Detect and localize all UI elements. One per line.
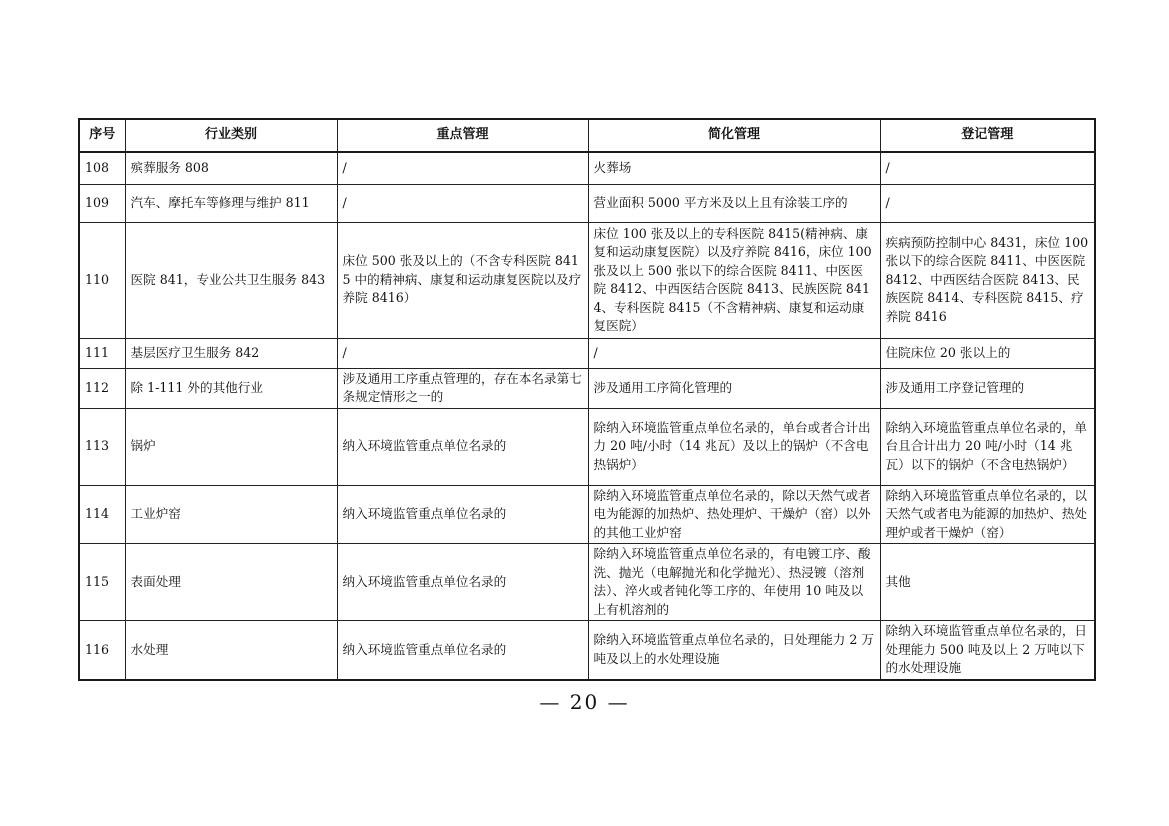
header-registration-management: 登记管理 [880,119,1095,152]
cell-key: / [337,338,588,368]
table-row [79,621,1095,680]
header-key-management: 重点管理 [337,119,588,152]
cell-industry: 表面处理 [125,544,337,621]
pollution-permit-classification-table [78,118,1096,681]
table-row [79,338,1095,368]
cell-serial-no: 114 [79,485,125,544]
cell-simplified: 除纳入环境监管重点单位名录的，日处理能力 2 万吨及以上的水处理设施 [588,621,880,680]
cell-industry: 水处理 [125,621,337,680]
cell-industry: 医院 841，专业公共卫生服务 843 [125,222,337,338]
cell-industry: 锅炉 [125,408,337,485]
table-row [79,222,1095,338]
cell-registration: 除纳入环境监管重点单位名录的，以天然气或者电为能源的加热炉、热处理炉或者干燥炉（窑） [880,485,1095,544]
cell-serial-no: 111 [79,338,125,368]
cell-registration: 住院床位 20 张以上的 [880,338,1095,368]
table-row [79,485,1095,544]
cell-industry: 殡葬服务 808 [125,152,337,184]
cell-registration: 其他 [880,544,1095,621]
header-serial-no: 序号 [79,119,125,152]
header-industry-category: 行业类别 [125,119,337,152]
table-row [79,544,1095,621]
cell-registration: / [880,152,1095,184]
cell-key: 纳入环境监管重点单位名录的 [337,485,588,544]
cell-simplified: / [588,338,880,368]
cell-key: 纳入环境监管重点单位名录的 [337,408,588,485]
cell-key: 床位 500 张及以上的（不含专科医院 8415 中的精神病、康复和运动康复医院以及疗养院 8416） [337,222,588,338]
cell-serial-no: 110 [79,222,125,338]
cell-registration: 涉及通用工序登记管理的 [880,368,1095,408]
cell-serial-no: 115 [79,544,125,621]
table-row [79,152,1095,184]
cell-industry: 汽车、摩托车等修理与维护 811 [125,184,337,222]
cell-key: 涉及通用工序重点管理的，存在本名录第七条规定情形之一的 [337,368,588,408]
table-row [79,184,1095,222]
cell-simplified: 床位 100 张及以上的专科医院 8415(精神病、康复和运动康复医院）以及疗养院 8416，床位 100 张及以上 500 张以下的综合医院 8411、中医医院 8412、中西医结合医院 8413、民族医院 8414、专科医院 8415（不含精神病、康复和运动康复医院） [588,222,880,338]
cell-serial-no: 116 [79,621,125,680]
cell-simplified: 除纳入环境监管重点单位名录的，有电镀工序、酸洗、抛光（电解抛光和化学抛光）、热浸镀（溶剂法）、淬火或者钝化等工序的、年使用 10 吨及以上有机溶剂的 [588,544,880,621]
table-header-row [79,119,1095,152]
cell-key: 纳入环境监管重点单位名录的 [337,544,588,621]
cell-industry: 工业炉窑 [125,485,337,544]
table-row [79,408,1095,485]
cell-key: / [337,152,588,184]
cell-simplified: 营业面积 5000 平方米及以上且有涂装工序的 [588,184,880,222]
cell-industry: 基层医疗卫生服务 842 [125,338,337,368]
cell-key: / [337,184,588,222]
cell-registration: / [880,184,1095,222]
cell-registration: 除纳入环境监管重点单位名录的，单台且合计出力 20 吨/小时（14 兆瓦）以下的锅炉（不含电热锅炉） [880,408,1095,485]
cell-registration: 疾病预防控制中心 8431，床位 100 张以下的综合医院 8411、中医医院 8412、中西医结合医院 8413、民族医院 8414、专科医院 8415、疗养院 8416 [880,222,1095,338]
table-row [79,368,1095,408]
cell-simplified: 涉及通用工序简化管理的 [588,368,880,408]
page-number: — 20 — [539,690,630,714]
header-simplified-management: 简化管理 [588,119,880,152]
cell-registration: 除纳入环境监管重点单位名录的，日处理能力 500 吨及以上 2 万吨以下的水处理设施 [880,621,1095,680]
cell-serial-no: 113 [79,408,125,485]
cell-industry: 除 1-111 外的其他行业 [125,368,337,408]
cell-simplified: 除纳入环境监管重点单位名录的，单台或者合计出力 20 吨/小时（14 兆瓦）及以上的锅炉（不含电热锅炉） [588,408,880,485]
cell-simplified: 除纳入环境监管重点单位名录的，除以天然气或者电为能源的加热炉、热处理炉、干燥炉（窑）以外的其他工业炉窑 [588,485,880,544]
cell-serial-no: 109 [79,184,125,222]
cell-key: 纳入环境监管重点单位名录的 [337,621,588,680]
cell-serial-no: 108 [79,152,125,184]
cell-serial-no: 112 [79,368,125,408]
cell-simplified: 火葬场 [588,152,880,184]
